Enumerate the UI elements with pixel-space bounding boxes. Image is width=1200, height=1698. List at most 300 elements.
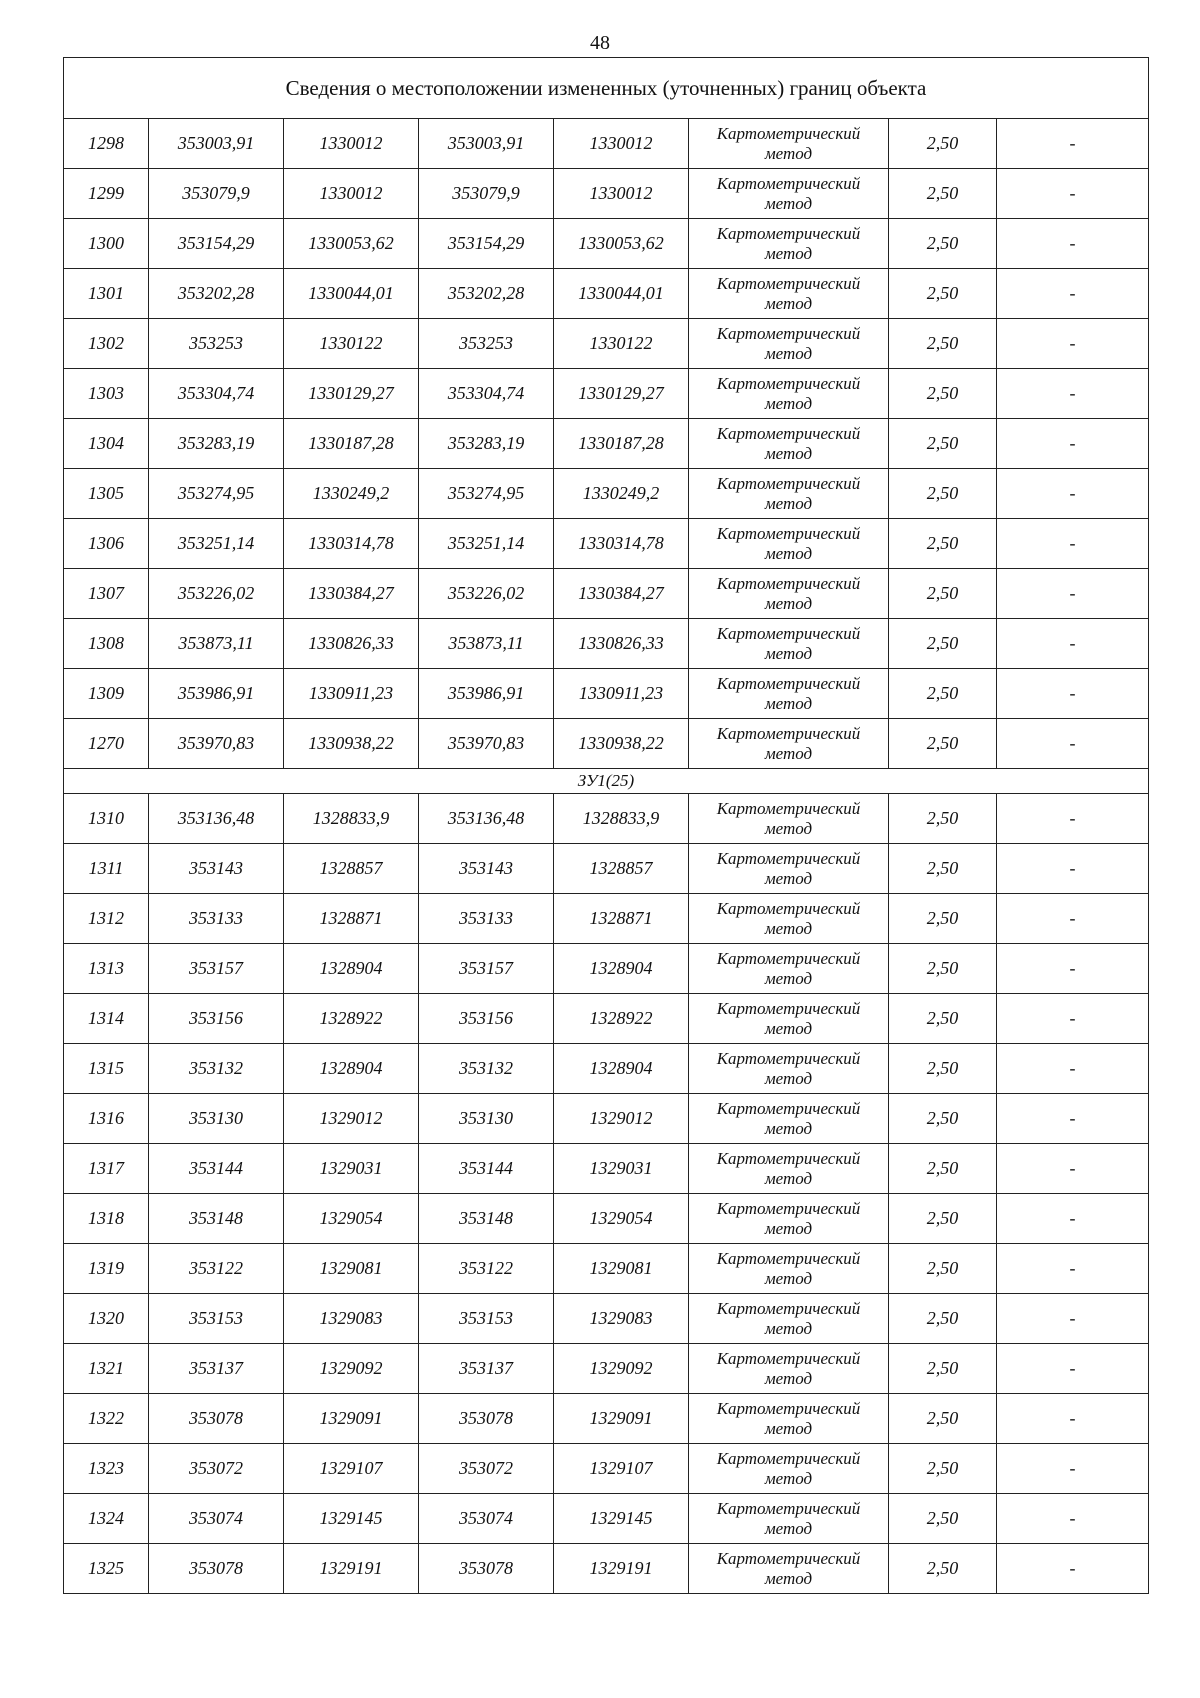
method-line-1: Картометрический xyxy=(716,173,861,193)
method-cell xyxy=(689,1044,889,1094)
existing-x-cell: 353283,19 xyxy=(149,419,284,469)
refined-x-cell: 353143 xyxy=(419,844,554,894)
method-line-2: метод xyxy=(764,1168,813,1188)
point-number-cell: 1317 xyxy=(64,1144,149,1194)
method-cell xyxy=(689,469,889,519)
point-number-cell: 1320 xyxy=(64,1294,149,1344)
accuracy-cell: 2,50 xyxy=(889,469,997,519)
existing-y-cell: 1330053,62 xyxy=(284,219,419,269)
refined-x-cell: 353202,28 xyxy=(419,269,554,319)
accuracy-cell: 2,50 xyxy=(889,619,997,669)
method-cell xyxy=(689,1394,889,1444)
method-line-1: Картометрический xyxy=(716,223,861,243)
accuracy-cell: 2,50 xyxy=(889,119,997,169)
refined-x-cell: 353132 xyxy=(419,1044,554,1094)
existing-x-cell: 353003,91 xyxy=(149,119,284,169)
method-cell xyxy=(689,894,889,944)
point-number-cell: 1305 xyxy=(64,469,149,519)
accuracy-cell: 2,50 xyxy=(889,169,997,219)
existing-x-cell: 353986,91 xyxy=(149,669,284,719)
note-cell: - xyxy=(997,219,1149,269)
method-line-1: Картометрический xyxy=(716,1448,861,1468)
refined-x-cell: 353154,29 xyxy=(419,219,554,269)
existing-y-cell: 1328833,9 xyxy=(284,794,419,844)
method-cell xyxy=(689,1094,889,1144)
refined-y-cell: 1330249,2 xyxy=(554,469,689,519)
existing-y-cell: 1329191 xyxy=(284,1544,419,1594)
existing-y-cell: 1330938,22 xyxy=(284,719,419,769)
method-line-1: Картометрический xyxy=(716,123,861,143)
point-number-cell: 1307 xyxy=(64,569,149,619)
refined-y-cell: 1330012 xyxy=(554,119,689,169)
method-line-2: метод xyxy=(764,1318,813,1338)
method-cell xyxy=(689,669,889,719)
existing-x-cell: 353136,48 xyxy=(149,794,284,844)
existing-y-cell: 1329107 xyxy=(284,1444,419,1494)
note-cell: - xyxy=(997,1444,1149,1494)
existing-x-cell: 353202,28 xyxy=(149,269,284,319)
existing-y-cell: 1330826,33 xyxy=(284,619,419,669)
point-number-cell: 1318 xyxy=(64,1194,149,1244)
table-row xyxy=(64,719,1149,769)
method-cell xyxy=(689,844,889,894)
point-number-cell: 1300 xyxy=(64,219,149,269)
existing-x-cell: 353133 xyxy=(149,894,284,944)
note-cell: - xyxy=(997,1094,1149,1144)
note-cell: - xyxy=(997,944,1149,994)
method-cell xyxy=(689,1244,889,1294)
existing-x-cell: 353154,29 xyxy=(149,219,284,269)
method-cell xyxy=(689,1294,889,1344)
method-line-1: Картометрический xyxy=(716,998,861,1018)
method-line-1: Картометрический xyxy=(716,898,861,918)
point-number-cell: 1324 xyxy=(64,1494,149,1544)
method-line-2: метод xyxy=(764,1018,813,1038)
note-cell: - xyxy=(997,319,1149,369)
refined-x-cell: 353130 xyxy=(419,1094,554,1144)
accuracy-cell: 2,50 xyxy=(889,994,997,1044)
method-line-1: Картометрический xyxy=(716,1398,861,1418)
method-cell xyxy=(689,719,889,769)
table-row xyxy=(64,1094,1149,1144)
section-header-row xyxy=(64,769,1149,794)
note-cell: - xyxy=(997,169,1149,219)
refined-x-cell: 353074 xyxy=(419,1494,554,1544)
method-cell xyxy=(689,569,889,619)
method-line-2: метод xyxy=(764,818,813,838)
refined-x-cell: 353226,02 xyxy=(419,569,554,619)
refined-x-cell: 353274,95 xyxy=(419,469,554,519)
refined-y-cell: 1329191 xyxy=(554,1544,689,1594)
refined-y-cell: 1329054 xyxy=(554,1194,689,1244)
table-row xyxy=(64,1544,1149,1594)
point-number-cell: 1325 xyxy=(64,1544,149,1594)
method-line-2: метод xyxy=(764,1568,813,1588)
note-cell: - xyxy=(997,1494,1149,1544)
accuracy-cell: 2,50 xyxy=(889,319,997,369)
method-line-2: метод xyxy=(764,693,813,713)
method-line-1: Картометрический xyxy=(716,1198,861,1218)
method-line-1: Картометрический xyxy=(716,1298,861,1318)
refined-x-cell: 353148 xyxy=(419,1194,554,1244)
method-line-1: Картометрический xyxy=(716,273,861,293)
method-line-1: Картометрический xyxy=(716,1148,861,1168)
refined-x-cell: 353153 xyxy=(419,1294,554,1344)
method-cell xyxy=(689,619,889,669)
existing-x-cell: 353137 xyxy=(149,1344,284,1394)
existing-y-cell: 1329054 xyxy=(284,1194,419,1244)
existing-y-cell: 1329081 xyxy=(284,1244,419,1294)
boundary-coordinates-table xyxy=(63,57,1149,1594)
table-row xyxy=(64,469,1149,519)
point-number-cell: 1315 xyxy=(64,1044,149,1094)
method-line-2: метод xyxy=(764,493,813,513)
note-cell: - xyxy=(997,1244,1149,1294)
refined-y-cell: 1329092 xyxy=(554,1344,689,1394)
refined-x-cell: 353079,9 xyxy=(419,169,554,219)
method-line-1: Картометрический xyxy=(716,848,861,868)
accuracy-cell: 2,50 xyxy=(889,569,997,619)
method-line-2: метод xyxy=(764,343,813,363)
accuracy-cell: 2,50 xyxy=(889,1144,997,1194)
accuracy-cell: 2,50 xyxy=(889,1294,997,1344)
accuracy-cell: 2,50 xyxy=(889,1394,997,1444)
refined-y-cell: 1329145 xyxy=(554,1494,689,1544)
existing-y-cell: 1329083 xyxy=(284,1294,419,1344)
section-label: ЗУ1(25) xyxy=(64,769,1149,794)
table-row xyxy=(64,669,1149,719)
accuracy-cell: 2,50 xyxy=(889,519,997,569)
refined-x-cell: 353003,91 xyxy=(419,119,554,169)
note-cell: - xyxy=(997,1144,1149,1194)
method-line-2: метод xyxy=(764,968,813,988)
method-line-1: Картометрический xyxy=(716,723,861,743)
method-line-2: метод xyxy=(764,743,813,763)
refined-x-cell: 353253 xyxy=(419,319,554,369)
note-cell: - xyxy=(997,719,1149,769)
table-row xyxy=(64,1044,1149,1094)
refined-y-cell: 1328871 xyxy=(554,894,689,944)
method-line-2: метод xyxy=(764,293,813,313)
method-line-1: Картометрический xyxy=(716,323,861,343)
refined-x-cell: 353136,48 xyxy=(419,794,554,844)
table-title-row xyxy=(64,58,1149,119)
method-line-2: метод xyxy=(764,1118,813,1138)
refined-x-cell: 353157 xyxy=(419,944,554,994)
table-row xyxy=(64,1344,1149,1394)
method-line-2: метод xyxy=(764,1218,813,1238)
existing-x-cell: 353873,11 xyxy=(149,619,284,669)
method-line-1: Картометрический xyxy=(716,948,861,968)
method-line-1: Картометрический xyxy=(716,373,861,393)
table-row xyxy=(64,169,1149,219)
point-number-cell: 1301 xyxy=(64,269,149,319)
table-body xyxy=(64,58,1149,1594)
point-number-cell: 1312 xyxy=(64,894,149,944)
table-row xyxy=(64,319,1149,369)
accuracy-cell: 2,50 xyxy=(889,369,997,419)
existing-y-cell: 1330187,28 xyxy=(284,419,419,469)
note-cell: - xyxy=(997,794,1149,844)
refined-y-cell: 1330053,62 xyxy=(554,219,689,269)
refined-x-cell: 353122 xyxy=(419,1244,554,1294)
table-row xyxy=(64,1194,1149,1244)
method-cell xyxy=(689,319,889,369)
method-line-1: Картометрический xyxy=(716,473,861,493)
accuracy-cell: 2,50 xyxy=(889,219,997,269)
accuracy-cell: 2,50 xyxy=(889,844,997,894)
method-line-2: метод xyxy=(764,1268,813,1288)
existing-y-cell: 1329031 xyxy=(284,1144,419,1194)
note-cell: - xyxy=(997,119,1149,169)
method-cell xyxy=(689,994,889,1044)
note-cell: - xyxy=(997,619,1149,669)
existing-x-cell: 353274,95 xyxy=(149,469,284,519)
refined-y-cell: 1329091 xyxy=(554,1394,689,1444)
table-row xyxy=(64,944,1149,994)
method-cell xyxy=(689,119,889,169)
existing-x-cell: 353074 xyxy=(149,1494,284,1544)
existing-x-cell: 353253 xyxy=(149,319,284,369)
point-number-cell: 1299 xyxy=(64,169,149,219)
existing-x-cell: 353144 xyxy=(149,1144,284,1194)
method-line-2: метод xyxy=(764,393,813,413)
existing-y-cell: 1328871 xyxy=(284,894,419,944)
accuracy-cell: 2,50 xyxy=(889,1544,997,1594)
note-cell: - xyxy=(997,669,1149,719)
method-line-1: Картометрический xyxy=(716,1248,861,1268)
table-row xyxy=(64,269,1149,319)
accuracy-cell: 2,50 xyxy=(889,894,997,944)
refined-y-cell: 1328904 xyxy=(554,1044,689,1094)
table-row xyxy=(64,369,1149,419)
method-line-2: метод xyxy=(764,1418,813,1438)
note-cell: - xyxy=(997,894,1149,944)
method-line-1: Картометрический xyxy=(716,1348,861,1368)
point-number-cell: 1308 xyxy=(64,619,149,669)
existing-x-cell: 353148 xyxy=(149,1194,284,1244)
note-cell: - xyxy=(997,369,1149,419)
refined-x-cell: 353078 xyxy=(419,1394,554,1444)
refined-y-cell: 1330044,01 xyxy=(554,269,689,319)
refined-x-cell: 353304,74 xyxy=(419,369,554,419)
refined-y-cell: 1328922 xyxy=(554,994,689,1044)
method-line-2: метод xyxy=(764,643,813,663)
existing-y-cell: 1329145 xyxy=(284,1494,419,1544)
point-number-cell: 1319 xyxy=(64,1244,149,1294)
note-cell: - xyxy=(997,1044,1149,1094)
existing-y-cell: 1328904 xyxy=(284,1044,419,1094)
refined-x-cell: 353072 xyxy=(419,1444,554,1494)
method-cell xyxy=(689,269,889,319)
refined-x-cell: 353986,91 xyxy=(419,669,554,719)
table-row xyxy=(64,1444,1149,1494)
table-row xyxy=(64,119,1149,169)
method-cell xyxy=(689,1344,889,1394)
accuracy-cell: 2,50 xyxy=(889,269,997,319)
table-row xyxy=(64,1144,1149,1194)
refined-y-cell: 1330187,28 xyxy=(554,419,689,469)
refined-y-cell: 1330938,22 xyxy=(554,719,689,769)
table-row xyxy=(64,569,1149,619)
method-line-2: метод xyxy=(764,143,813,163)
existing-y-cell: 1328857 xyxy=(284,844,419,894)
existing-x-cell: 353078 xyxy=(149,1394,284,1444)
refined-y-cell: 1329107 xyxy=(554,1444,689,1494)
refined-y-cell: 1329012 xyxy=(554,1094,689,1144)
existing-x-cell: 353078 xyxy=(149,1544,284,1594)
accuracy-cell: 2,50 xyxy=(889,1044,997,1094)
note-cell: - xyxy=(997,844,1149,894)
existing-y-cell: 1329092 xyxy=(284,1344,419,1394)
note-cell: - xyxy=(997,569,1149,619)
method-line-1: Картометрический xyxy=(716,523,861,543)
table-row xyxy=(64,219,1149,269)
refined-y-cell: 1330911,23 xyxy=(554,669,689,719)
refined-x-cell: 353078 xyxy=(419,1544,554,1594)
point-number-cell: 1313 xyxy=(64,944,149,994)
method-line-2: метод xyxy=(764,443,813,463)
point-number-cell: 1322 xyxy=(64,1394,149,1444)
method-cell xyxy=(689,794,889,844)
existing-y-cell: 1330911,23 xyxy=(284,669,419,719)
method-cell xyxy=(689,1444,889,1494)
method-line-1: Картометрический xyxy=(716,423,861,443)
table-row xyxy=(64,519,1149,569)
accuracy-cell: 2,50 xyxy=(889,1194,997,1244)
method-cell xyxy=(689,1144,889,1194)
method-cell xyxy=(689,419,889,469)
page-number: 48 xyxy=(590,32,610,54)
refined-y-cell: 1330122 xyxy=(554,319,689,369)
accuracy-cell: 2,50 xyxy=(889,1094,997,1144)
existing-y-cell: 1330012 xyxy=(284,169,419,219)
refined-y-cell: 1328833,9 xyxy=(554,794,689,844)
refined-y-cell: 1330012 xyxy=(554,169,689,219)
refined-x-cell: 353133 xyxy=(419,894,554,944)
existing-x-cell: 353157 xyxy=(149,944,284,994)
table-title: Сведения о местоположении измененных (уточненных) границ объекта xyxy=(64,58,1149,119)
note-cell: - xyxy=(997,1294,1149,1344)
accuracy-cell: 2,50 xyxy=(889,1244,997,1294)
refined-y-cell: 1329081 xyxy=(554,1244,689,1294)
existing-y-cell: 1330044,01 xyxy=(284,269,419,319)
method-line-1: Картометрический xyxy=(716,1548,861,1568)
refined-y-cell: 1330314,78 xyxy=(554,519,689,569)
table-row xyxy=(64,419,1149,469)
refined-y-cell: 1329083 xyxy=(554,1294,689,1344)
point-number-cell: 1270 xyxy=(64,719,149,769)
existing-x-cell: 353304,74 xyxy=(149,369,284,419)
point-number-cell: 1314 xyxy=(64,994,149,1044)
method-line-2: метод xyxy=(764,1468,813,1488)
existing-y-cell: 1330314,78 xyxy=(284,519,419,569)
table-row xyxy=(64,844,1149,894)
point-number-cell: 1321 xyxy=(64,1344,149,1394)
table-row xyxy=(64,894,1149,944)
point-number-cell: 1306 xyxy=(64,519,149,569)
accuracy-cell: 2,50 xyxy=(889,419,997,469)
point-number-cell: 1316 xyxy=(64,1094,149,1144)
point-number-cell: 1323 xyxy=(64,1444,149,1494)
note-cell: - xyxy=(997,469,1149,519)
point-number-cell: 1303 xyxy=(64,369,149,419)
existing-y-cell: 1330129,27 xyxy=(284,369,419,419)
table-row xyxy=(64,1294,1149,1344)
method-line-2: метод xyxy=(764,193,813,213)
note-cell: - xyxy=(997,1394,1149,1444)
accuracy-cell: 2,50 xyxy=(889,944,997,994)
note-cell: - xyxy=(997,994,1149,1044)
existing-y-cell: 1330249,2 xyxy=(284,469,419,519)
method-line-1: Картометрический xyxy=(716,673,861,693)
note-cell: - xyxy=(997,1544,1149,1594)
table-row xyxy=(64,619,1149,669)
refined-x-cell: 353144 xyxy=(419,1144,554,1194)
existing-x-cell: 353251,14 xyxy=(149,519,284,569)
accuracy-cell: 2,50 xyxy=(889,719,997,769)
method-cell xyxy=(689,1494,889,1544)
method-line-1: Картометрический xyxy=(716,798,861,818)
refined-x-cell: 353251,14 xyxy=(419,519,554,569)
refined-x-cell: 353137 xyxy=(419,1344,554,1394)
existing-x-cell: 353130 xyxy=(149,1094,284,1144)
method-line-2: метод xyxy=(764,1518,813,1538)
table-row xyxy=(64,794,1149,844)
existing-y-cell: 1328904 xyxy=(284,944,419,994)
refined-y-cell: 1328904 xyxy=(554,944,689,994)
method-cell xyxy=(689,369,889,419)
method-cell xyxy=(689,519,889,569)
point-number-cell: 1310 xyxy=(64,794,149,844)
table-row xyxy=(64,994,1149,1044)
method-line-2: метод xyxy=(764,243,813,263)
method-line-2: метод xyxy=(764,868,813,888)
existing-x-cell: 353970,83 xyxy=(149,719,284,769)
existing-y-cell: 1329012 xyxy=(284,1094,419,1144)
point-number-cell: 1302 xyxy=(64,319,149,369)
table-row xyxy=(64,1494,1149,1544)
method-line-1: Картометрический xyxy=(716,1498,861,1518)
refined-y-cell: 1330826,33 xyxy=(554,619,689,669)
note-cell: - xyxy=(997,269,1149,319)
note-cell: - xyxy=(997,519,1149,569)
point-number-cell: 1309 xyxy=(64,669,149,719)
method-line-1: Картометрический xyxy=(716,1048,861,1068)
existing-y-cell: 1330384,27 xyxy=(284,569,419,619)
accuracy-cell: 2,50 xyxy=(889,1444,997,1494)
method-line-2: метод xyxy=(764,918,813,938)
existing-x-cell: 353079,9 xyxy=(149,169,284,219)
existing-x-cell: 353132 xyxy=(149,1044,284,1094)
table-row xyxy=(64,1394,1149,1444)
refined-x-cell: 353970,83 xyxy=(419,719,554,769)
method-line-1: Картометрический xyxy=(716,1098,861,1118)
method-line-1: Картометрический xyxy=(716,623,861,643)
accuracy-cell: 2,50 xyxy=(889,1494,997,1544)
refined-x-cell: 353873,11 xyxy=(419,619,554,669)
existing-x-cell: 353122 xyxy=(149,1244,284,1294)
existing-x-cell: 353143 xyxy=(149,844,284,894)
method-line-2: метод xyxy=(764,1068,813,1088)
existing-y-cell: 1330012 xyxy=(284,119,419,169)
existing-y-cell: 1329091 xyxy=(284,1394,419,1444)
refined-y-cell: 1329031 xyxy=(554,1144,689,1194)
accuracy-cell: 2,50 xyxy=(889,1344,997,1394)
method-cell xyxy=(689,944,889,994)
point-number-cell: 1311 xyxy=(64,844,149,894)
method-line-2: метод xyxy=(764,1368,813,1388)
